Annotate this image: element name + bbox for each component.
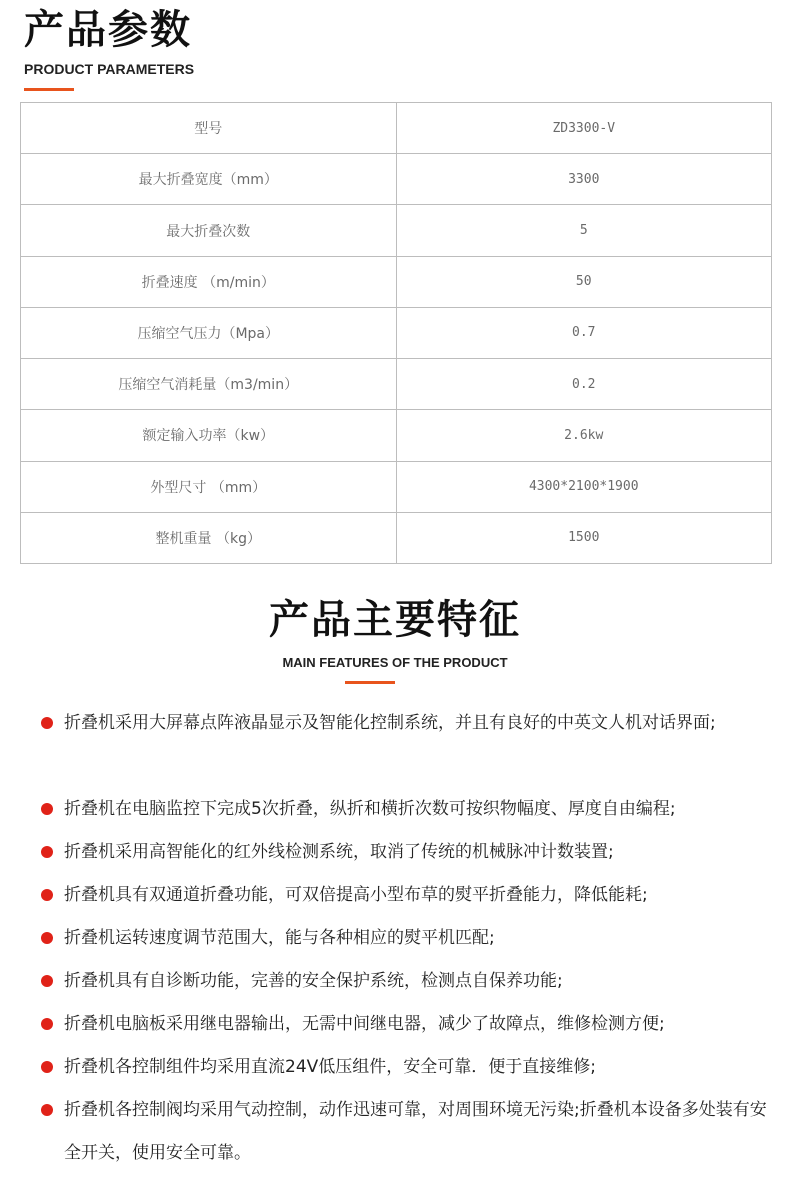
param-label: 压缩空气压力（Mpa） [21,307,397,358]
params-table [20,102,772,564]
table-row [21,512,772,563]
params-accent-bar [24,88,74,91]
params-subtitle: PRODUCT PARAMETERS [24,61,195,77]
table-row [21,205,772,256]
bullet-dot-icon [41,803,53,815]
param-label: 最大折叠宽度（mm） [21,154,397,205]
param-value: 0.2 [396,359,772,410]
feature-text: 折叠机各控制组件均采用直流24V低压组件，安全可靠．便于直接维修; [64,1057,596,1077]
bullet-dot-icon [41,932,53,944]
param-label: 整机重量 （kg） [21,512,397,563]
feature-text: 折叠机各控制阀均采用气动控制，动作迅速可靠，对周围环境无污染;折叠机本设备多处装有安全开关，使用安全可靠。 [64,1100,767,1163]
param-value: 0.7 [396,307,772,358]
features-list [40,702,778,1175]
features-accent-bar [345,681,395,684]
feature-text: 折叠机具有双通道折叠功能，可双倍提高小型布草的熨平折叠能力，降低能耗; [64,885,648,905]
param-value: 50 [396,256,772,307]
feature-text: 折叠机运转速度调节范围大，能与各种相应的熨平机匹配; [64,928,495,948]
list-item [40,917,778,960]
table-row [21,359,772,410]
bullet-dot-icon [41,846,53,858]
bullet-dot-icon [41,1061,53,1073]
param-value: 5 [396,205,772,256]
table-row [21,103,772,154]
param-label: 外型尺寸 （mm） [21,461,397,512]
bullet-dot-icon [41,1104,53,1116]
features-title: 产品主要特征 [269,597,521,643]
param-label: 最大折叠次数 [21,205,397,256]
param-label: 额定输入功率（kw） [21,410,397,461]
features-subtitle: MAIN FEATURES OF THE PRODUCT [282,655,508,670]
list-item [40,1003,778,1046]
param-label: 型号 [21,103,397,154]
param-value: 4300*2100*1900 [396,461,772,512]
table-row [21,307,772,358]
list-item [40,1089,778,1175]
param-label: 折叠速度 （m/min） [21,256,397,307]
feature-text: 折叠机电脑板采用继电器输出，无需中间继电器，减少了故障点，维修检测方便; [64,1014,665,1034]
table-row [21,256,772,307]
param-value: 2.6kw [396,410,772,461]
param-value: 3300 [396,154,772,205]
list-item [40,788,778,831]
feature-text: 折叠机采用大屏幕点阵液晶显示及智能化控制系统，并且有良好的中英文人机对话界面; [64,713,716,733]
param-value: 1500 [396,512,772,563]
param-label: 压缩空气消耗量（m3/min） [21,359,397,410]
table-row [21,410,772,461]
bullet-dot-icon [41,1018,53,1030]
list-item [40,831,778,874]
bullet-dot-icon [41,717,53,729]
bullet-dot-icon [41,889,53,901]
list-item [40,960,778,1003]
params-title: 产品参数 [24,7,192,53]
table-row [21,461,772,512]
list-item [40,874,778,917]
list-item [40,702,778,788]
list-item [40,1046,778,1089]
bullet-dot-icon [41,975,53,987]
table-row [21,154,772,205]
feature-text: 折叠机在电脑监控下完成5次折叠，纵折和横折次数可按织物幅度、厚度自由编程; [64,799,676,819]
feature-text: 折叠机采用高智能化的红外线检测系统，取消了传统的机械脉冲计数装置; [64,842,614,862]
param-value: ZD3300-V [396,103,772,154]
feature-text: 折叠机具有自诊断功能，完善的安全保护系统，检测点自保养功能; [64,971,563,991]
